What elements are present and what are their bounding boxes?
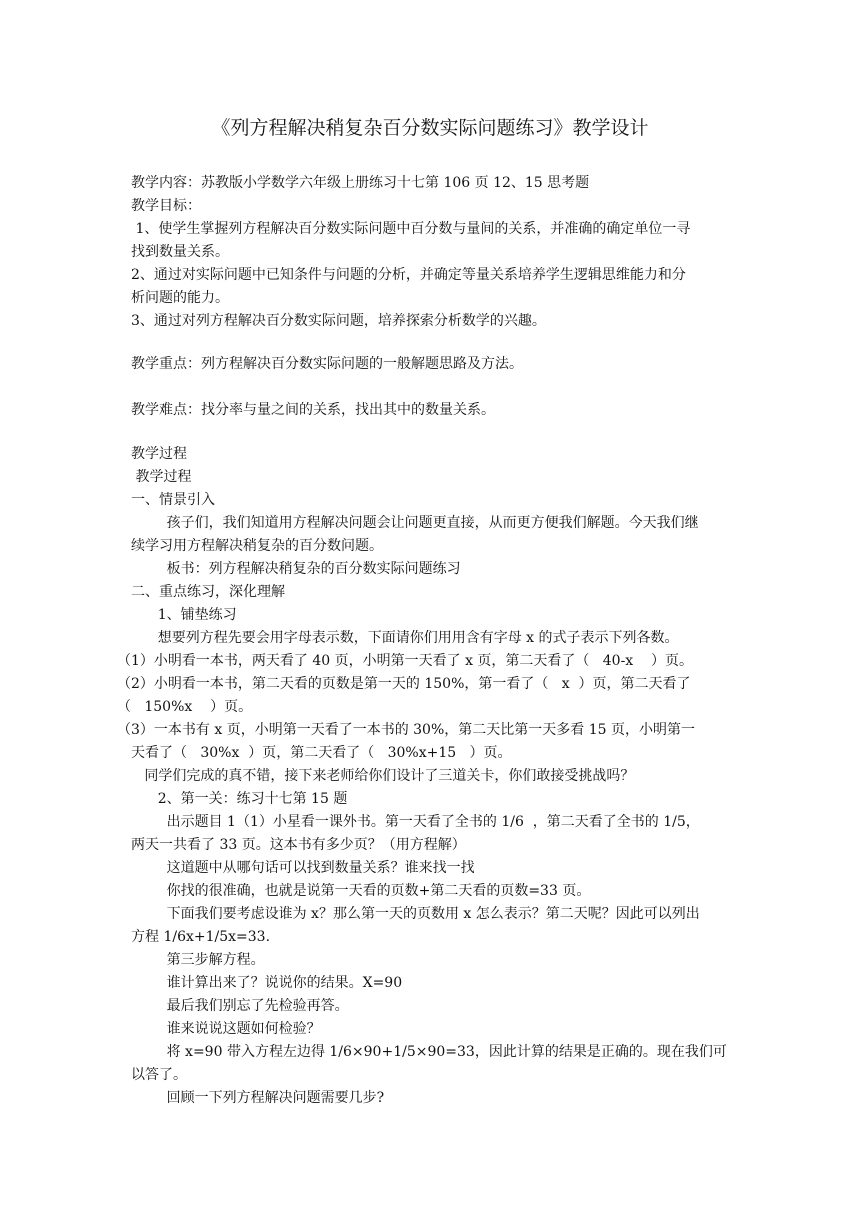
document-title: 《列方程解决稍复杂百分数实际问题练习》教学设计 — [211, 117, 649, 139]
objective-1-line-2: 找到数量关系。 — [131, 244, 229, 260]
check-line-1: 将 x=90 带入方程左边得 1/6×90+1/5×90=33，因此计算的结果是正确的。现在我们可 — [131, 1044, 727, 1060]
check-question: 谁来说说这题如何检验？ — [131, 1021, 321, 1037]
practice-1-heading: 1、铺垫练习 — [131, 607, 237, 623]
exercise-1: （1）小明看一本书，两天看了 40 页，小明第一天看了 x 页，第二天看了（ 40-x ）页。 — [117, 653, 694, 669]
exercise-2-line-1: （2）小明看一本书，第二天看的页数是第一天的 150%，第一看了（ x ）页，第二天看了 — [117, 676, 691, 692]
blackboard-title: 板书：列方程解决稍复杂的百分数实际问题练习 — [131, 561, 461, 577]
process-subheading: 教学过程 — [131, 469, 192, 485]
problem-line-2: 两天一共看了 33 页。这本书有多少页？（用方程解） — [131, 837, 466, 853]
challenge-intro: 同学们完成的真不错，接下来老师给你们设计了三道关卡，你们敢接受挑战吗？ — [131, 768, 635, 784]
teaching-difficulty: 教学难点：找分率与量之间的关系，找出其中的数量关系。 — [131, 402, 495, 418]
relation-statement: 你找的很准确，也就是说第一天看的页数+第二天看的页数=33 页。 — [131, 883, 591, 899]
check-reminder: 最后我们别忘了先检验再答。 — [131, 998, 349, 1014]
objectives-heading: 教学目标： — [131, 198, 201, 214]
level-1-heading: 2、第一关：练习十七第 15 题 — [131, 791, 348, 807]
review-question: 回顾一下列方程解决问题需要几步? — [131, 1090, 385, 1106]
intro-paragraph-line-1: 孩子们，我们知道用方程解决问题会让问题更直接，从而更方便我们解题。今天我们继 — [131, 515, 699, 531]
exercise-3-line-1: （3）一本书有 x 页，小明第一天看了一本书的 30%，第二天比第一天多看 15 页，小明第一 — [117, 722, 695, 738]
objective-1-line-1: 1、使学生掌握列方程解决百分数实际问题中百分数与量间的关系，并准确的确定单位一寻 — [131, 221, 691, 237]
section-1-heading: 一、情景引入 — [131, 492, 215, 508]
objective-2-line-1: 2、通过对实际问题中已知条件与问题的分析，并确定等量关系培养学生逻辑思维能力和分 — [131, 267, 686, 283]
result-line: 谁计算出来了？说说你的结果。X=90 — [131, 975, 403, 991]
step-solve: 第三步解方程。 — [131, 952, 265, 968]
process-heading: 教学过程 — [131, 446, 187, 462]
teaching-key-point: 教学重点：列方程解决百分数实际问题的一般解题思路及方法。 — [131, 356, 523, 372]
exercise-3-line-2: 天看了（ 30%x ）页，第二天看了（ 30%x+15 ）页。 — [131, 745, 512, 761]
set-variable-line-2: 方程 1/6x+1/5x=33. — [131, 929, 271, 945]
practice-1-intro: 想要列方程先要会用字母表示数，下面请你们用用含有字母 x 的式子表示下列各数。 — [131, 630, 679, 646]
question-find-relation: 这道题中从哪句话可以找到数量关系？谁来找一找 — [131, 860, 475, 876]
problem-line-1: 出示题目 1（1）小星看一课外书。第一天看了全书的 1/6 ，第二天看了全书的 1/5， — [131, 814, 700, 830]
check-line-2: 以答了。 — [131, 1067, 187, 1083]
intro-paragraph-line-2: 续学习用方程解决稍复杂的百分数问题。 — [131, 538, 383, 554]
objective-3: 3、通过对列方程解决百分数实际问题，培养探索分析数学的兴趣。 — [131, 313, 546, 329]
section-2-heading: 二、重点练习，深化理解 — [131, 584, 285, 600]
objective-2-line-2: 析问题的能力。 — [131, 290, 229, 306]
set-variable-line-1: 下面我们要考虑设谁为 x？那么第一天的页数用 x 怎么表示？第二天呢？因此可以列出 — [131, 906, 700, 922]
exercise-2-line-2: （ 150%x ）页。 — [117, 699, 253, 715]
teaching-content: 教学内容：苏教版小学数学六年级上册练习十七第 106 页 12、15 思考题 — [131, 175, 590, 191]
